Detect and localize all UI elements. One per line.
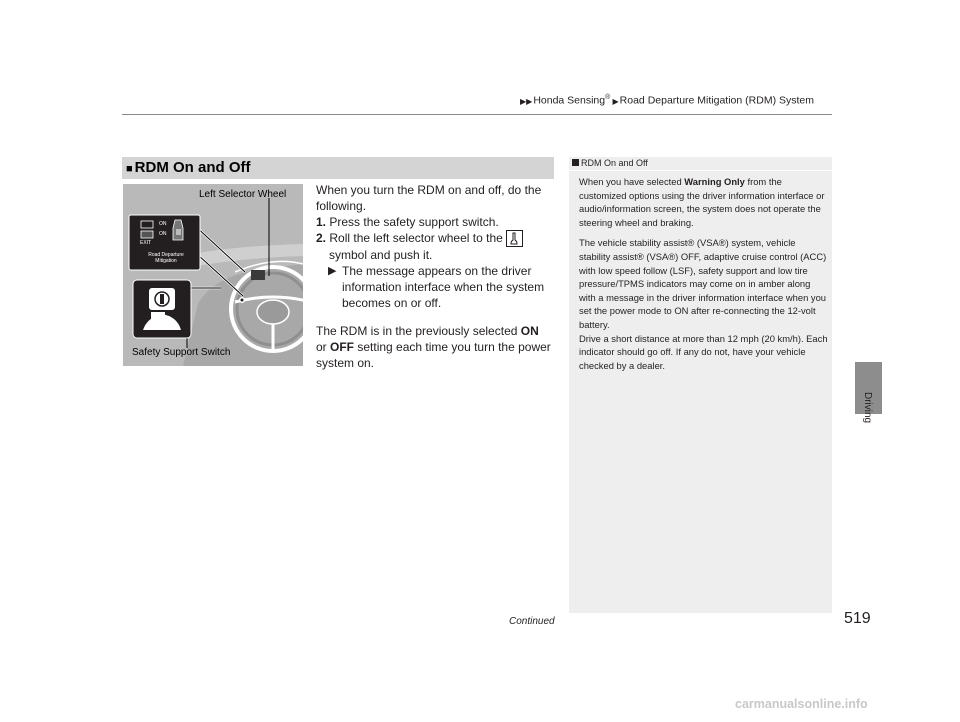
note-paragraph-3: Drive a short distance at more than 12 mph (20 km/h). Each indicator should go off. If any do not, have your vehicle checked by a dealer. (579, 332, 828, 371)
result-arrow-icon: ▶ (328, 265, 337, 277)
step-2-number: 2. (316, 231, 327, 245)
step-2-result-text: The message appears on the driver information interface when the system becomes on or off. (342, 264, 545, 310)
arrow-icon: ▶ (610, 96, 619, 106)
header-divider (122, 114, 832, 115)
safety-support-symbol-icon (506, 230, 523, 247)
step-2 (316, 230, 552, 247)
chapter-tab-label: Driving (862, 392, 873, 424)
breadcrumb (520, 94, 814, 107)
square-bullet-icon: ■ (126, 163, 133, 175)
screen-caption-line2: Mitigation (155, 258, 177, 264)
note-warning-only: Warning Only (684, 176, 745, 187)
continued-label: Continued (509, 616, 555, 627)
breadcrumb-part1: Honda Sensing (533, 94, 606, 107)
p2-text-a: The RDM is in the previously selected (316, 324, 518, 338)
breadcrumb-part2: Road Departure Mitigation (RDM) System (619, 94, 814, 107)
note-body (579, 175, 829, 372)
left-selector-wheel-label: Left Selector Wheel (199, 189, 287, 200)
note-p1-b: from the customized options using the driver information interface or audio/information screen, the system does not operate the steering wheel and braking. (579, 176, 825, 228)
screen-caption-line1: Road Departure (148, 252, 184, 258)
step-1-number: 1. (316, 215, 327, 229)
dashboard-illustration (123, 184, 303, 366)
p2-on-keyword: ON (520, 324, 539, 338)
section-title (126, 157, 250, 179)
power-setting-paragraph (316, 323, 552, 371)
step-1 (316, 214, 552, 230)
note-paragraph-2: The vehicle stability assist® (VSA®) system, vehicle stability assist® (VSA®) OFF, adaptive cruise control (ACC) with low speed follow (LSF), safety support and low tire pressure/TPMS indicators may come on in amber along with a message in the driver information interface when you set the power mode to ON after re-connecting the 12-volt battery. (579, 237, 827, 330)
double-arrow-icon: ▶▶ (520, 96, 533, 106)
intro-paragraph: When you turn the RDM on and off, do the following. (316, 183, 542, 213)
p2-text-b: setting each time you turn the power system on. (316, 340, 551, 370)
step-1-text: Press the safety support switch. (329, 215, 499, 229)
step-2-result (316, 263, 552, 311)
screen-on-label-2: ON (159, 231, 167, 237)
step-2-text-a: Roll the left selector wheel to the (329, 231, 503, 245)
screen-exit-label: EXIT (140, 240, 152, 246)
registered-mark: ® (605, 94, 611, 101)
screen-on-label-1: ON (159, 221, 167, 227)
dashboard-figure (123, 184, 303, 366)
p2-or: or (316, 340, 327, 354)
note-paragraph-1 (579, 175, 829, 229)
screen-caption (141, 252, 191, 264)
note-heading (572, 158, 648, 168)
note-reference-icon (572, 159, 579, 166)
page-number: 519 (844, 610, 871, 627)
note-heading-text: RDM On and Off (581, 158, 648, 168)
section-title-text: RDM On and Off (134, 159, 251, 176)
main-body-text (316, 182, 552, 371)
note-divider (569, 170, 832, 171)
step-2-continued: symbol and push it. (329, 248, 433, 262)
safety-support-switch-label: Safety Support Switch (132, 347, 231, 358)
p2-off-keyword: OFF (330, 340, 355, 354)
watermark: carmanualsonline.info (735, 697, 868, 711)
note-p1-a: When you have selected (579, 176, 682, 187)
